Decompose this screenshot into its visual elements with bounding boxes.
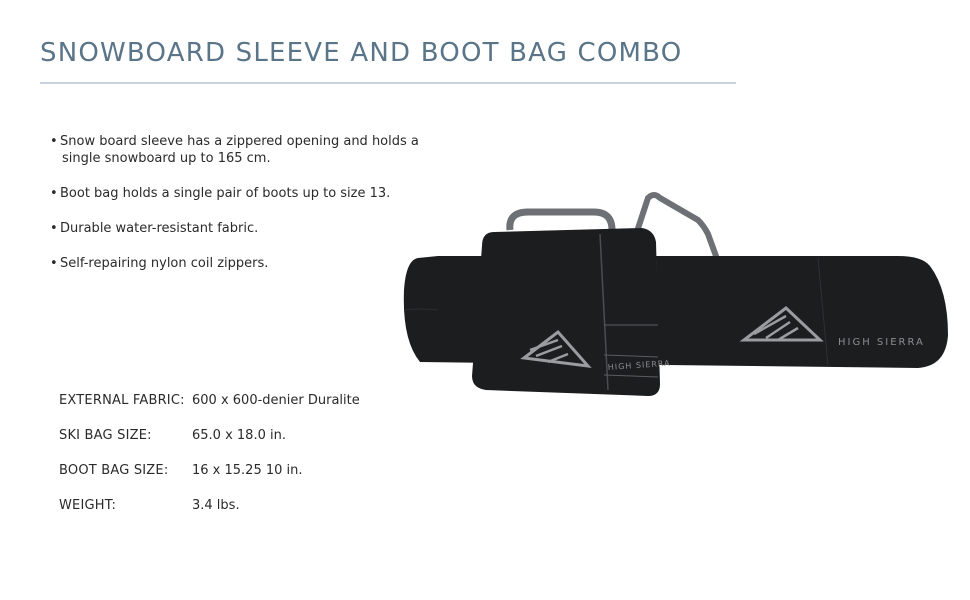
spec-table: [59, 392, 360, 532]
feature-text: Boot bag holds a single pair of boots up to size 13.: [60, 186, 391, 201]
feature-item: [50, 220, 430, 237]
bullet-icon: •: [50, 221, 58, 236]
spec-label: WEIGHT:: [59, 498, 117, 513]
feature-text-continued: single snowboard up to 165 cm.: [62, 151, 271, 166]
page-title: SNOWBOARD SLEEVE AND BOOT BAG COMBO: [40, 38, 683, 68]
feature-item: [50, 255, 430, 272]
spec-row: [59, 392, 360, 427]
feature-item: [50, 185, 430, 202]
spec-row: [59, 497, 360, 532]
spec-row: [59, 462, 360, 497]
feature-text: Snow board sleeve has a zippered opening and holds a: [60, 134, 419, 149]
bullet-icon: •: [50, 256, 58, 271]
spec-label: EXTERNAL FABRIC:: [59, 393, 185, 408]
bullet-icon: •: [50, 186, 58, 201]
spec-label: BOOT BAG SIZE:: [59, 463, 169, 478]
feature-item: [50, 133, 430, 167]
spec-value: 3.4 lbs.: [192, 498, 240, 513]
title-divider: [40, 82, 736, 84]
spec-row: [59, 427, 360, 462]
boot-bag-handle: [510, 212, 612, 230]
feature-list: [50, 133, 430, 290]
feature-text: Durable water-resistant fabric.: [60, 221, 259, 236]
bullet-icon: •: [50, 134, 58, 149]
spec-value: 16 x 15.25 10 in.: [192, 463, 303, 478]
spec-value: 65.0 x 18.0 in.: [192, 428, 286, 443]
feature-text: Self-repairing nylon coil zippers.: [60, 256, 269, 271]
boot-bag: [472, 228, 660, 396]
product-image: [398, 190, 958, 410]
sleeve-brand-text: HIGH SIERRA: [838, 337, 925, 348]
spec-value: 600 x 600-denier Duralite: [192, 393, 360, 408]
boot-bag-brand-text: HIGH SIERRA: [607, 358, 671, 372]
spec-label: SKI BAG SIZE:: [59, 428, 152, 443]
